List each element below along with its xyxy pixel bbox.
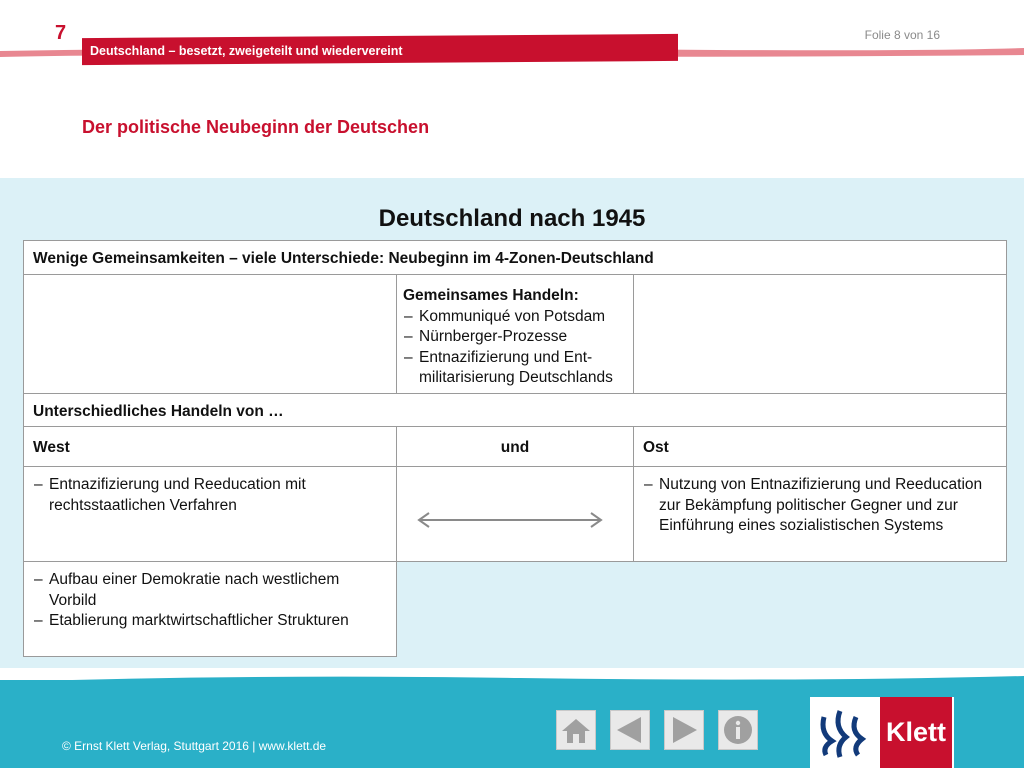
different-actions-label: Unterschiedliches Handeln von … xyxy=(23,393,1007,427)
chapter-title: Deutschland – besetzt, zweigeteilt und wiedervereint xyxy=(90,44,403,58)
next-icon xyxy=(667,713,701,747)
table-cell-empty-right xyxy=(633,274,1007,394)
common-actions-list xyxy=(403,307,624,389)
double-arrow-icon xyxy=(397,467,635,563)
klett-logo-text: Klett xyxy=(880,697,952,768)
table-cell-empty-left xyxy=(23,274,397,394)
list-item: – Aufbau einer Demokratie nach westlichem Vorbild xyxy=(33,570,387,611)
chapter-number: 7 xyxy=(55,22,67,44)
column-header-west: West xyxy=(23,426,397,467)
west-row-1 xyxy=(23,466,397,562)
and-row-1 xyxy=(396,466,634,562)
home-icon xyxy=(559,713,593,747)
next-button[interactable] xyxy=(664,710,704,750)
slide-counter: Folie 8 von 16 xyxy=(864,28,940,42)
previous-button[interactable] xyxy=(610,710,650,750)
previous-icon xyxy=(613,713,647,747)
common-actions-label: Gemeinsames Handeln: xyxy=(403,287,579,304)
list-item: – Nutzung von Entnazifizierung und Reeducation zur Bekämpfung politischer Gegner und zur Einführung eines sozialistischen Systems xyxy=(643,475,997,537)
list-item: – Etablierung marktwirtschaftlicher Strukturen xyxy=(33,611,387,632)
list-item: – Entnazifizierung und Ent-militarisierung Deutschlands xyxy=(403,348,624,389)
common-actions-cell xyxy=(396,274,634,394)
home-button[interactable] xyxy=(556,710,596,750)
column-header-and: und xyxy=(396,426,634,467)
table-heading: Wenige Gemeinsamkeiten – viele Unterschiede: Neubeginn im 4-Zonen-Deutschland xyxy=(23,240,1007,275)
section-title: Der politische Neubeginn der Deutschen xyxy=(82,117,430,137)
column-header-east: Ost xyxy=(633,426,1007,467)
list-item: – Nürnberger-Prozesse xyxy=(403,327,624,348)
list-item: – Entnazifizierung und Reeducation mit rechtsstaatlichen Verfahren xyxy=(33,475,387,516)
list-item: – Kommuniqué von Potsdam xyxy=(403,307,624,328)
info-icon xyxy=(721,713,755,747)
copyright-text: © Ernst Klett Verlag, Stuttgart 2016 | www.klett.de xyxy=(62,739,327,753)
klett-emblem-icon xyxy=(810,697,880,768)
west-row-2 xyxy=(23,561,397,657)
page-title: Deutschland nach 1945 xyxy=(378,205,646,232)
info-button[interactable] xyxy=(718,710,758,750)
east-row-1 xyxy=(633,466,1007,562)
